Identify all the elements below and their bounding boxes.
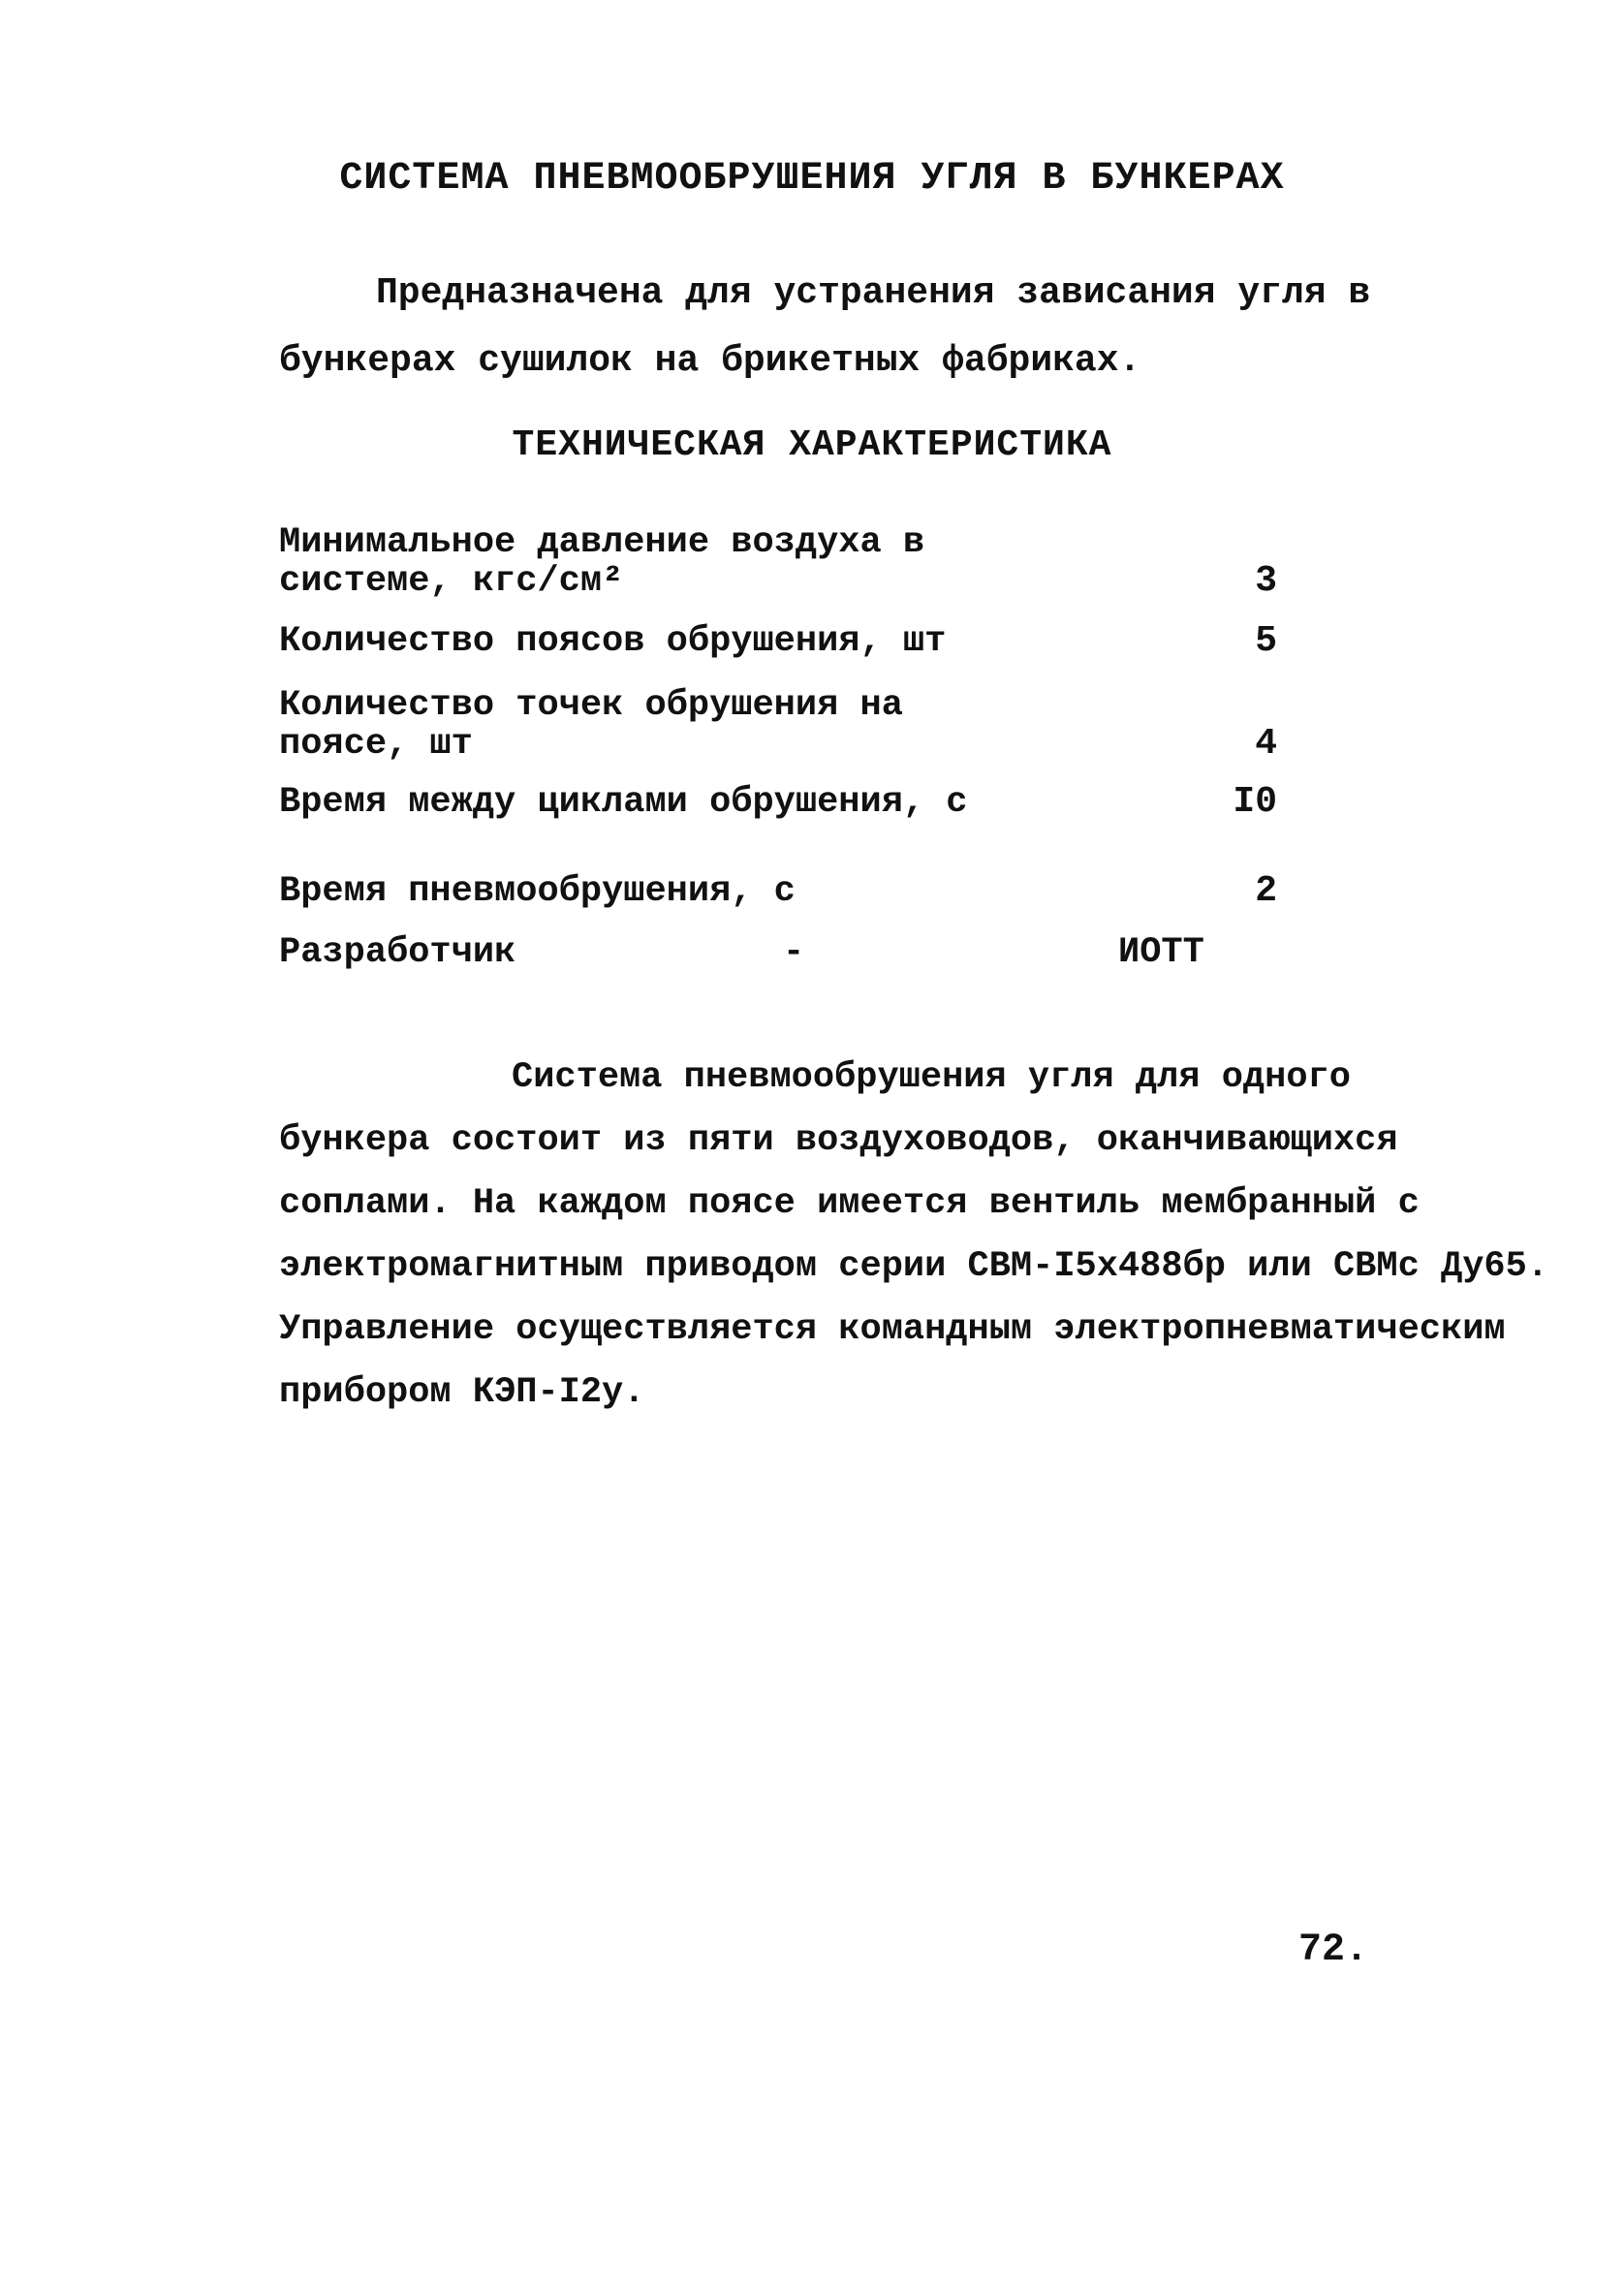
- developer-name: ИОТТ: [1118, 932, 1204, 973]
- description-line: Система пневмообрушения угля для одного: [512, 1057, 1351, 1098]
- spec-row-pneumo-time: [279, 872, 1306, 911]
- page-number: 72.: [1298, 1928, 1369, 1972]
- description-line: электромагнитным приводом серии СВМ-I5х488бр или СВМс Ду65.: [279, 1246, 1549, 1287]
- spec-row-cycle-interval: [279, 783, 1306, 822]
- document-title: СИСТЕМА ПНЕВМООБРУШЕНИЯ УГЛЯ В БУНКЕРАХ: [339, 157, 1285, 201]
- spec-value: I0: [1233, 781, 1277, 823]
- spec-label: Количество поясов обрушения, шт: [279, 621, 947, 662]
- spec-row-min-pressure: [279, 523, 1306, 601]
- description-line: бункера состоит из пяти воздуховодов, оканчивающихся: [279, 1120, 1398, 1161]
- developer-dash: -: [783, 932, 805, 973]
- spec-value: 5: [1255, 620, 1277, 662]
- spec-label: Количество точек обрушения на поясе, шт: [279, 685, 903, 765]
- spec-value: 3: [1255, 560, 1277, 602]
- spec-value: 2: [1255, 870, 1277, 912]
- developer-row: [279, 932, 1248, 971]
- spec-label: Время между циклами обрушения, с: [279, 782, 968, 823]
- spec-row-points-per-belt: [279, 686, 1306, 764]
- description-line: соплами. На каждом поясе имеется вентиль мембранный с: [279, 1183, 1420, 1224]
- spec-value: 4: [1255, 723, 1277, 765]
- developer-label: Разработчик: [279, 932, 516, 973]
- description-line: Управление осуществляется командным электропневматическим: [279, 1309, 1506, 1350]
- spec-row-belt-count: [279, 622, 1306, 661]
- spec-heading: ТЕХНИЧЕСКАЯ ХАРАКТЕРИСТИКА: [512, 424, 1112, 466]
- spec-label: Минимальное давление воздуха в системе, кгс/см²: [279, 522, 925, 602]
- description-line: прибором КЭП-I2у.: [279, 1372, 645, 1413]
- description-paragraph: [279, 1047, 1549, 1425]
- intro-paragraph: Предназначена для устранения зависания угля в бункерах сушилок на брикетных фабриках.: [279, 272, 1371, 382]
- spec-label: Время пневмообрушения, с: [279, 871, 796, 912]
